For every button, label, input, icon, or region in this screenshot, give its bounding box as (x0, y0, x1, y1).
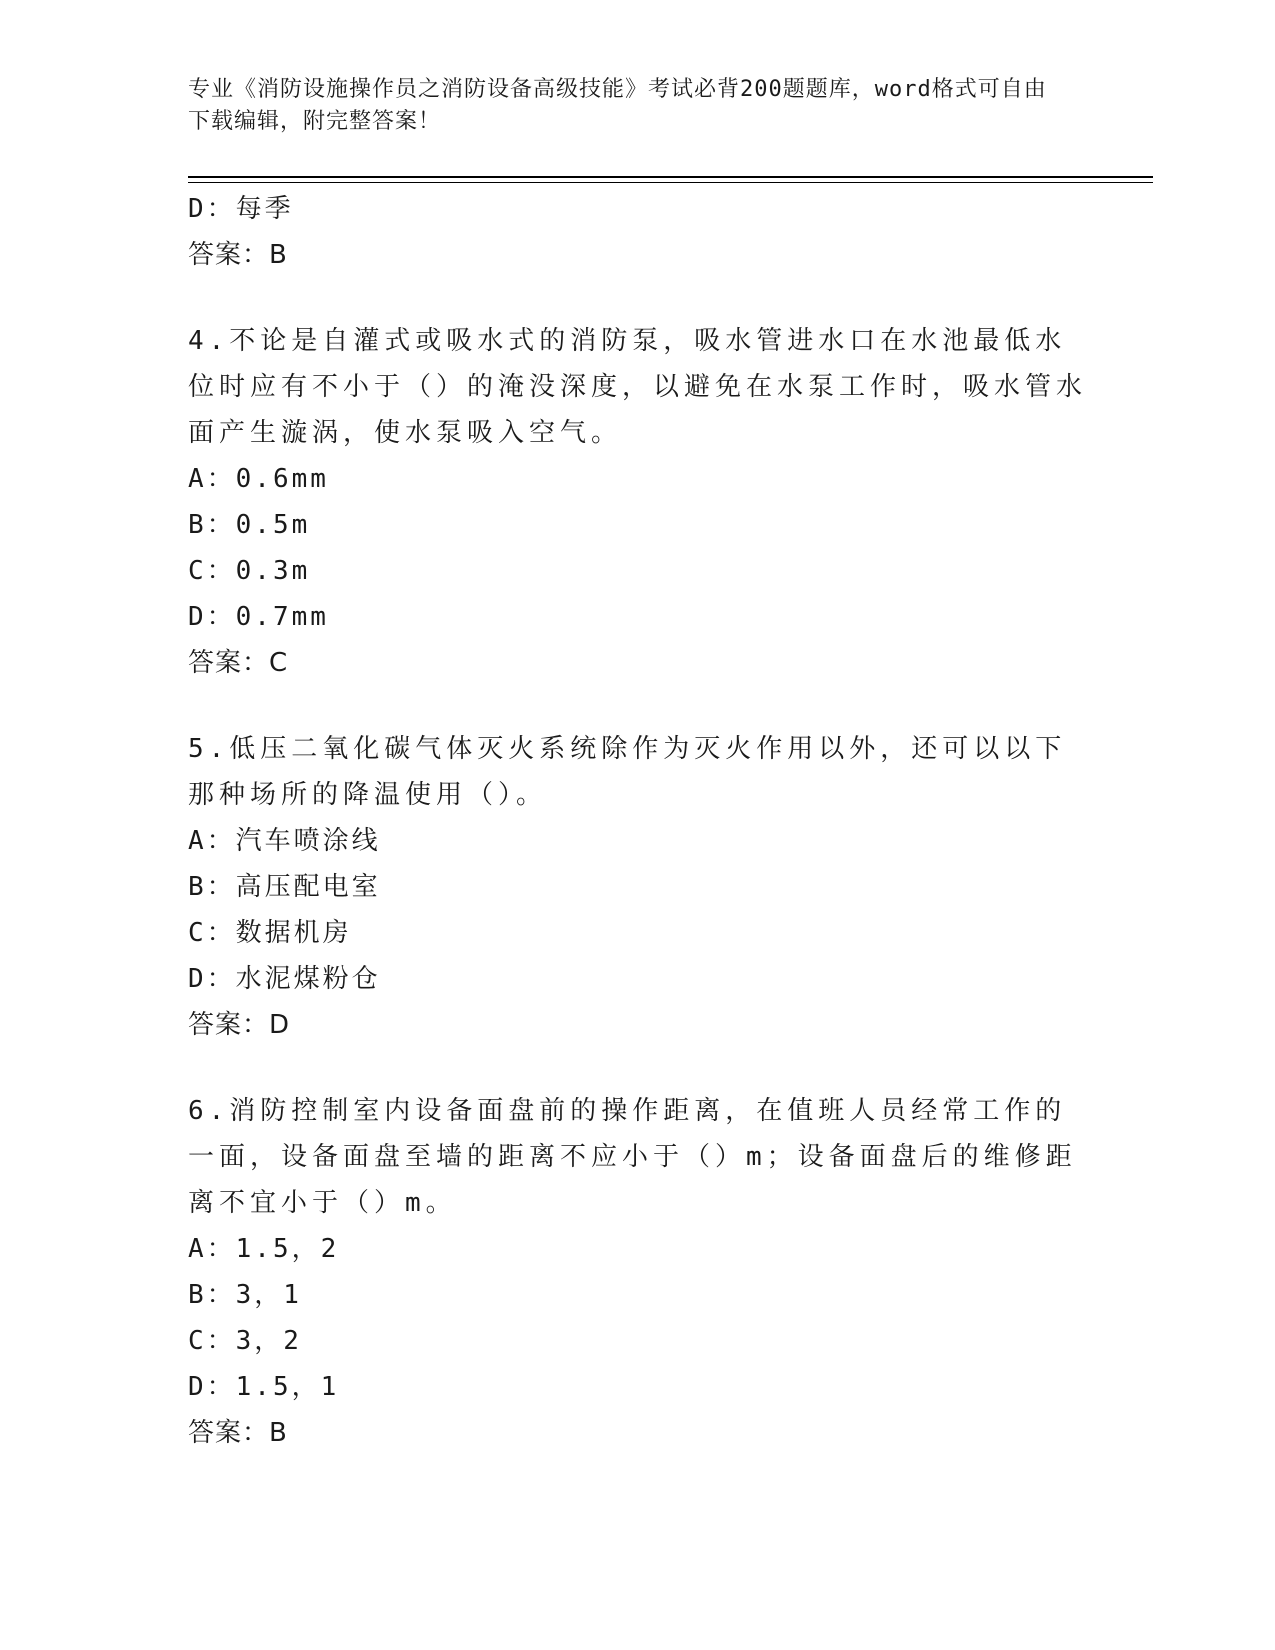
question-block (188, 1088, 1088, 1456)
prev-option-d: D：每季 (188, 194, 294, 224)
option-d: D：1.5，1 (188, 1372, 340, 1402)
option-a: A：1.5，2 (188, 1234, 340, 1264)
question-text: 4.不论是自灌式或吸水式的消防泵，吸水管进水口在水池最低水位时应有不小于（）的淹没深度，以避免在水泵工作时，吸水管水面产生漩涡，使水泵吸入空气。 (188, 326, 1088, 448)
option-d: D：水泥煤粉仓 (188, 964, 381, 994)
question-text: 6.消防控制室内设备面盘前的操作距离，在值班人员经常工作的一面，设备面盘至墙的距离不应小于（）m；设备面盘后的维修距离不宜小于（）m。 (188, 1096, 1077, 1218)
option-c: C：0.3m (188, 556, 311, 586)
option-a: A：汽车喷涂线 (188, 826, 381, 856)
question-content (188, 186, 1088, 1456)
prev-answer: 答案：B (188, 240, 288, 270)
document-header: 专业《消防设施操作员之消防设备高级技能》考试必背200题题库，word格式可自由下载编辑，附完整答案！ (188, 77, 1047, 134)
header-rule-thin (188, 182, 1153, 183)
question-block (188, 318, 1088, 686)
question-block (188, 726, 1088, 1048)
option-a: A：0.6mm (188, 464, 329, 494)
option-b: B：3，1 (188, 1280, 302, 1310)
answer: 答案：D (188, 1010, 291, 1040)
header-rule-thick (188, 176, 1153, 178)
option-d: D：0.7mm (188, 602, 329, 632)
option-b: B：0.5m (188, 510, 311, 540)
question-text: 5.低压二氧化碳气体灭火系统除作为灭火作用以外，还可以以下那种场所的降温使用（）。 (188, 734, 1067, 810)
answer: 答案：C (188, 648, 289, 678)
option-c: C：数据机房 (188, 918, 352, 948)
option-c: C：3，2 (188, 1326, 302, 1356)
option-b: B：高压配电室 (188, 872, 381, 902)
answer: 答案：B (188, 1418, 288, 1448)
